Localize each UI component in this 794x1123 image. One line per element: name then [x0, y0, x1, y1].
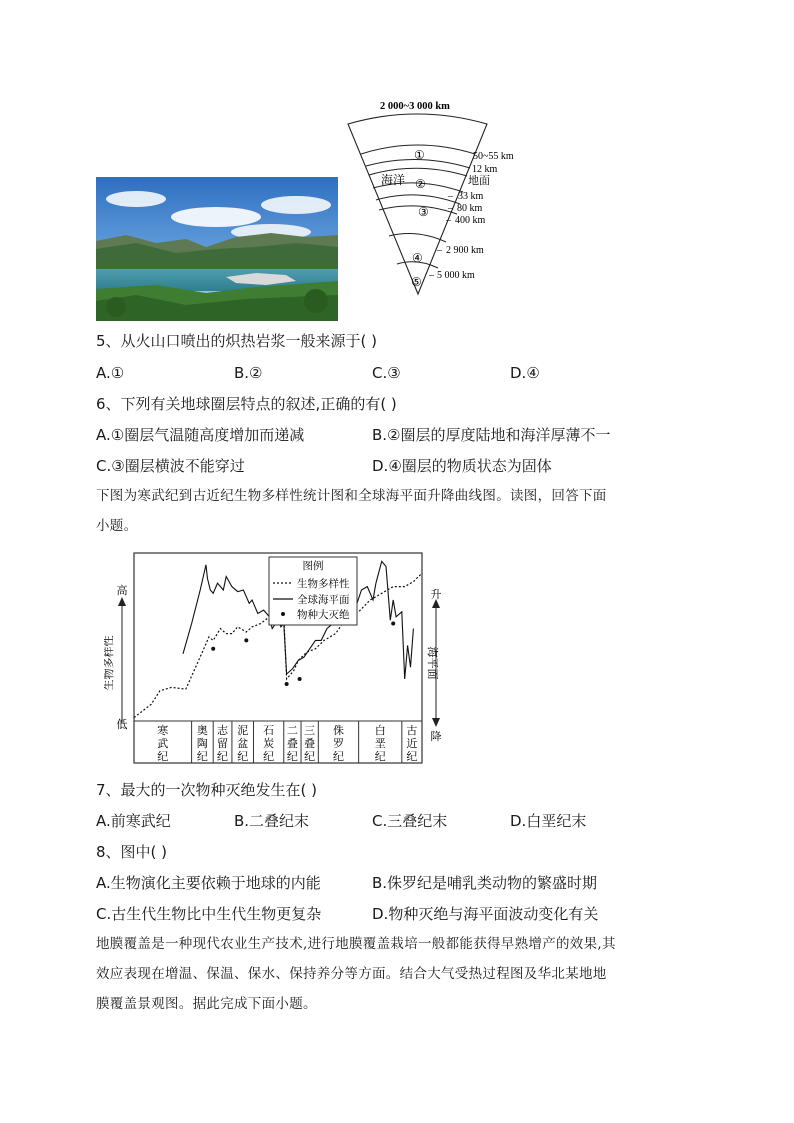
svg-text:–: – — [448, 203, 453, 214]
period-label-泥盆纪: 盆 — [237, 738, 249, 750]
right-axis-bottom-label: 降 — [430, 731, 442, 743]
period-label-侏罗纪: 纪 — [332, 751, 344, 763]
period-label-奥陶纪: 陶 — [196, 738, 208, 750]
question-7-option-c[interactable]: C.三叠纪末 — [372, 812, 448, 830]
chart-canvas — [104, 548, 444, 768]
period-label-奥陶纪: 奥 — [196, 725, 208, 737]
left-axis-arrow-head — [118, 597, 126, 606]
depth-label: 2 900 km — [446, 245, 484, 256]
period-label-石炭纪: 纪 — [263, 751, 275, 763]
extinction-point — [211, 647, 215, 651]
ocean-label: 海洋 — [381, 173, 406, 187]
question-5-option-b[interactable]: B.② — [234, 364, 263, 382]
question-7-stem: 7、最大的一次物种灭绝发生在( ) — [96, 781, 318, 799]
question-6-option-a[interactable]: A.①圈层气温随高度增加而递减 — [96, 426, 305, 444]
depth-label: 50~55 km — [473, 151, 514, 162]
period-label-石炭纪: 炭 — [263, 738, 275, 750]
ground-label: 地面 — [468, 175, 490, 187]
question-8-option-b[interactable]: B.侏罗纪是哺乳类动物的繁盛时期 — [372, 874, 598, 892]
period-label-三叠纪: 纪 — [304, 751, 316, 763]
period-label-三叠纪: 三 — [304, 725, 316, 737]
period-label-寒武纪: 武 — [157, 738, 169, 750]
depth-label: 12 km — [472, 164, 498, 175]
left-axis-top-label: 高 — [116, 585, 128, 597]
period-label-古近纪: 近 — [406, 738, 418, 750]
extinction-point — [244, 638, 248, 642]
wedge-top-label: 2 000~3 000 km — [380, 101, 450, 112]
layer-number-1: ① — [414, 148, 425, 162]
landscape-photo — [96, 177, 338, 321]
question-8-stem: 8、图中( ) — [96, 843, 168, 861]
question-7-option-d[interactable]: D.白垩纪末 — [510, 812, 587, 830]
period-label-三叠纪: 叠 — [304, 738, 316, 750]
period-label-古近纪: 纪 — [406, 751, 418, 763]
left-axis-title: 生物多样性 — [104, 635, 115, 691]
earth-layer-wedge-diagram — [340, 96, 540, 296]
period-label-白垩纪: 白 — [374, 725, 386, 737]
depth-label: 400 km — [455, 215, 486, 226]
passage-1-line-1: 下图为寒武纪到古近纪生物多样性统计图和全球海平面升降曲线图。读图，回答下面 — [96, 488, 607, 504]
period-label-寒武纪: 纪 — [157, 751, 169, 763]
extinction-point — [285, 682, 289, 686]
legend-entry-biodiversity: 生物多样性 — [297, 579, 350, 590]
layer-number-4: ④ — [412, 251, 423, 265]
question-8-option-d[interactable]: D.物种灭绝与海平面波动变化有关 — [372, 905, 599, 923]
layer-number-3: ③ — [418, 205, 429, 219]
layer-number-5: ⑤ — [411, 275, 422, 289]
question-5-option-d[interactable]: D.④ — [510, 364, 540, 382]
svg-text:–: – — [446, 215, 451, 226]
period-label-寒武纪: 寒 — [157, 725, 169, 737]
legend-swatch-extinction — [281, 612, 285, 616]
biodiversity-sea-level-chart — [104, 548, 444, 768]
passage-2-line-1: 地膜覆盖是一种现代农业生产技术,进行地膜覆盖栽培一般都能获得早熟增产的效果,其 — [96, 936, 616, 952]
period-label-二叠纪: 纪 — [286, 751, 298, 763]
question-6-stem: 6、下列有关地球圈层特点的叙述,正确的有( ) — [96, 395, 397, 413]
question-7-option-a[interactable]: A.前寒武纪 — [96, 812, 171, 830]
question-7-option-b[interactable]: B.二叠纪末 — [234, 812, 310, 830]
legend-entry-extinction: 物种大灭绝 — [297, 610, 350, 621]
legend-entry-sea-level: 全球海平面 — [297, 595, 350, 606]
passage-1-line-2: 小题。 — [96, 518, 138, 534]
question-6-option-d[interactable]: D.④圈层的物质状态为固体 — [372, 457, 552, 475]
legend-title: 图例 — [302, 561, 324, 572]
period-label-志留纪: 留 — [217, 738, 229, 750]
question-6-option-c[interactable]: C.③圈层横波不能穿过 — [96, 457, 245, 475]
right-axis-title: 海平面 — [426, 646, 438, 680]
layer-boundary-arc — [389, 234, 446, 242]
depth-label: 33 km — [458, 191, 484, 202]
period-label-白垩纪: 纪 — [374, 751, 386, 763]
extinction-point — [298, 677, 302, 681]
right-axis-top-label: 升 — [430, 589, 442, 601]
depth-label: 80 km — [457, 203, 483, 214]
period-label-侏罗纪: 侏 — [332, 725, 344, 737]
question-5-stem: 5、从火山口喷出的炽热岩浆一般来源于( ) — [96, 332, 378, 350]
question-6-option-b[interactable]: B.②圈层的厚度陆地和海洋厚薄不一 — [372, 426, 611, 444]
period-label-二叠纪: 叠 — [286, 738, 298, 750]
period-label-古近纪: 古 — [406, 725, 418, 737]
period-label-泥盆纪: 纪 — [237, 751, 249, 763]
depth-label: 5 000 km — [437, 270, 475, 281]
period-label-白垩纪: 垩 — [374, 738, 386, 750]
layer-number-2: ② — [415, 177, 426, 191]
svg-text:–: – — [437, 245, 442, 256]
period-label-侏罗纪: 罗 — [332, 738, 344, 750]
question-8-option-a[interactable]: A.生物演化主要依赖于地球的内能 — [96, 874, 321, 892]
passage-2-line-2: 效应表现在增温、保温、保水、保持养分等方面。结合大气受热过程图及华北某地地 — [96, 966, 607, 982]
period-label-志留纪: 志 — [217, 725, 229, 737]
svg-text:–: – — [429, 270, 434, 281]
period-label-泥盆纪: 泥 — [237, 725, 249, 737]
right-axis-arrow-head-down — [432, 718, 440, 727]
svg-text:–: – — [448, 191, 453, 202]
question-5-option-a[interactable]: A.① — [96, 364, 125, 382]
question-8-option-c[interactable]: C.古生代生物比中生代生物更复杂 — [96, 905, 322, 923]
passage-2-line-3: 膜覆盖景观图。据此完成下面小题。 — [96, 996, 317, 1012]
period-label-志留纪: 纪 — [217, 751, 229, 763]
period-label-二叠纪: 二 — [286, 725, 298, 737]
landscape-photo-image — [96, 177, 338, 321]
question-5-option-c[interactable]: C.③ — [372, 364, 401, 382]
left-axis-bottom-label: 低 — [116, 719, 128, 731]
period-label-石炭纪: 石 — [263, 725, 275, 737]
period-label-奥陶纪: 纪 — [196, 751, 208, 763]
extinction-point — [391, 622, 395, 626]
